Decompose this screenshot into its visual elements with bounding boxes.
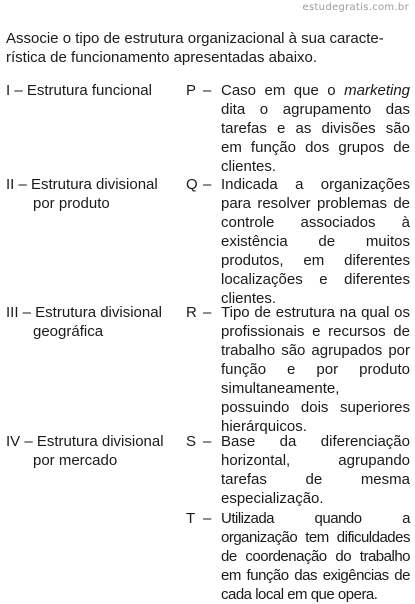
characteristic-item-r xyxy=(186,303,410,436)
characteristic-item-s xyxy=(186,432,410,508)
characteristic-dash: – xyxy=(203,82,212,99)
characteristic-text: Utilizada quando a organização tem dificuldades de coordenação do trabalho em função das exigências de cada local em que opera. xyxy=(221,510,410,603)
structure-item-ii xyxy=(6,175,184,213)
characteristic-dash: – xyxy=(203,510,212,527)
characteristic-letter: P xyxy=(186,82,197,99)
characteristic-letter: R xyxy=(186,304,197,321)
characteristic-item-p xyxy=(186,81,410,176)
characteristic-text: Base da diferenciação horizontal, agrupando tarefas de mesma especialização. xyxy=(221,433,410,507)
intro-line-2: rística de funcionamento apresentadas abaixo. xyxy=(6,49,318,66)
question-intro xyxy=(6,29,410,67)
characteristic-letter: S xyxy=(186,433,197,450)
structure-label-continuation: por produto xyxy=(33,195,110,212)
characteristic-dash: – xyxy=(203,176,212,193)
characteristic-text-before: Caso em que o xyxy=(221,82,345,99)
structure-label: III – Estrutura divisional xyxy=(6,304,162,321)
characteristic-text-after: dita o agrupamento das tarefas e as divisões são em função dos grupos de clientes. xyxy=(221,101,410,175)
structure-item-iv xyxy=(6,432,184,470)
structure-label-continuation: por mercado xyxy=(33,452,118,469)
structure-label-continuation: geográfica xyxy=(33,323,104,340)
intro-line-1: Associe o tipo de estrutura organizacional à sua caracte- xyxy=(6,30,384,47)
characteristic-letter: T xyxy=(186,510,196,527)
structure-label: II – Estrutura divisional xyxy=(6,176,158,193)
watermark: estudegratis.com.br xyxy=(302,2,409,13)
characteristic-text-italic: marketing xyxy=(344,82,410,99)
structure-label: I – Estrutura funcional xyxy=(6,82,152,99)
characteristic-dash: – xyxy=(203,304,212,321)
characteristic-text: Indicada a organizações para resolver problemas de controle associados à existência de muitos produtos, em diferentes localizações e diferentes clientes. xyxy=(221,176,410,307)
structure-label: IV – Estrutura divisional xyxy=(6,433,164,450)
characteristic-dash: – xyxy=(203,433,212,450)
characteristic-text: Tipo de estrutura na qual os profissionais e recursos de trabalho são agrupados por função e por produto simultaneamente, possuindo dois superiores hierárquicos. xyxy=(221,304,410,435)
characteristic-letter: Q xyxy=(186,176,198,193)
structure-item-iii xyxy=(6,303,184,341)
characteristic-item-q xyxy=(186,175,410,308)
characteristic-item-t xyxy=(186,509,410,604)
structure-item-i xyxy=(6,81,184,100)
characteristic-text xyxy=(221,81,410,176)
